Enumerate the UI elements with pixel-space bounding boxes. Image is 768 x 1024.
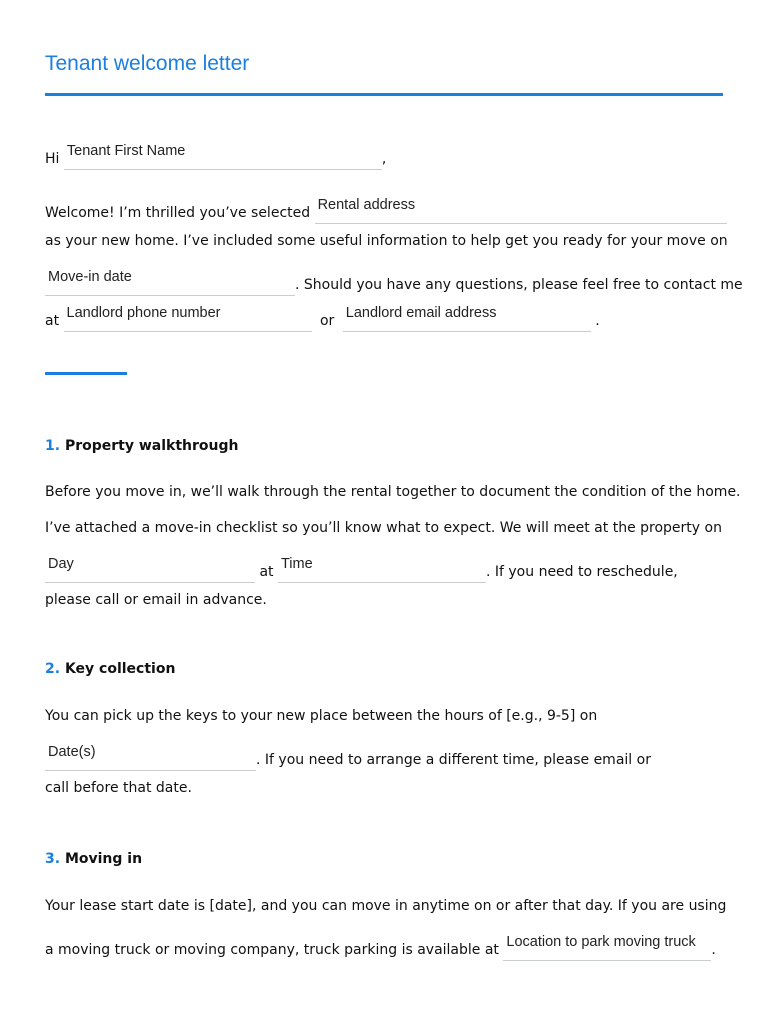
new-home-line: as your new home. I’ve included some useful information to help get you ready for your move on [45,233,728,249]
questions-text: . Should you have any questions, please feel free to contact me [295,277,743,293]
tenant-first-name-field[interactable] [64,140,382,170]
landlord-email-value: Landlord email address [345,305,497,321]
dates-field[interactable] [45,741,256,771]
day-field[interactable] [45,553,255,583]
keys-line-2 [45,741,651,768]
greeting-text: Hi [45,151,60,167]
section-title: Property walkthrough [64,438,239,454]
keys-line-3: call before that date. [45,780,192,796]
greeting-comma: , [381,151,387,167]
landlord-phone-value: Landlord phone number [66,305,221,321]
move-in-date-line [45,266,743,293]
truck-location-field[interactable] [503,931,711,961]
landlord-phone-field[interactable] [64,302,312,332]
move-in-date-field[interactable] [45,266,295,296]
contact-or-text: or [319,313,335,329]
title-divider [45,93,723,96]
welcome-text: Welcome! I’m thrilled you’ve selected [45,205,311,221]
truck-location-value: Location to park moving truck [506,934,696,950]
moving-line-1: Your lease start date is [date], and you can move in anytime on or after that day. If you are using [45,898,727,914]
welcome-line [45,194,727,221]
arrange-text: . If you need to arrange a different time, please email or [256,752,651,768]
contact-period: . [595,313,600,329]
landlord-email-field[interactable] [343,302,591,332]
move-in-date-value: Move-in date [48,269,132,285]
contact-line [45,302,600,329]
keys-line-1: You can pick up the keys to your new place between the hours of [e.g., 9-5] on [45,708,598,724]
truck-parking-text: a moving truck or moving company, truck parking is available at [45,942,499,958]
tenant-first-name-value: Tenant First Name [66,143,186,159]
truck-period: . [711,942,716,958]
dates-value: Date(s) [48,744,96,760]
section-title: Moving in [64,851,143,867]
walkthrough-line-4: please call or email in advance. [45,592,267,608]
moving-line-2 [45,931,716,958]
walkthrough-line-2: I’ve attached a move-in checklist so you’ll know what to expect. We will meet at the property on [45,520,722,536]
section-heading-key-collection [45,658,175,680]
section-number: 1. [45,438,61,454]
day-value: Day [48,556,74,572]
time-field[interactable] [278,553,486,583]
section-number: 2. [45,661,61,677]
walkthrough-line-1: Before you move in, we’ll walk through the rental together to document the condition of the home. [45,484,741,500]
time-value: Time [280,556,313,572]
rental-address-value: Rental address [317,197,416,213]
section-number: 3. [45,851,61,867]
page-title: Tenant welcome letter [45,52,250,75]
section-divider [45,372,127,375]
reschedule-text: . If you need to reschedule, [485,564,678,580]
section-heading-moving-in [45,848,142,870]
contact-at-text: at [45,313,60,329]
rental-address-field[interactable] [315,194,727,224]
section-heading-property-walkthrough [45,435,238,457]
greeting-line [45,140,387,167]
walkthrough-line-3 [45,553,678,580]
walkthrough-at-text: at [259,564,274,580]
section-title: Key collection [64,661,176,677]
